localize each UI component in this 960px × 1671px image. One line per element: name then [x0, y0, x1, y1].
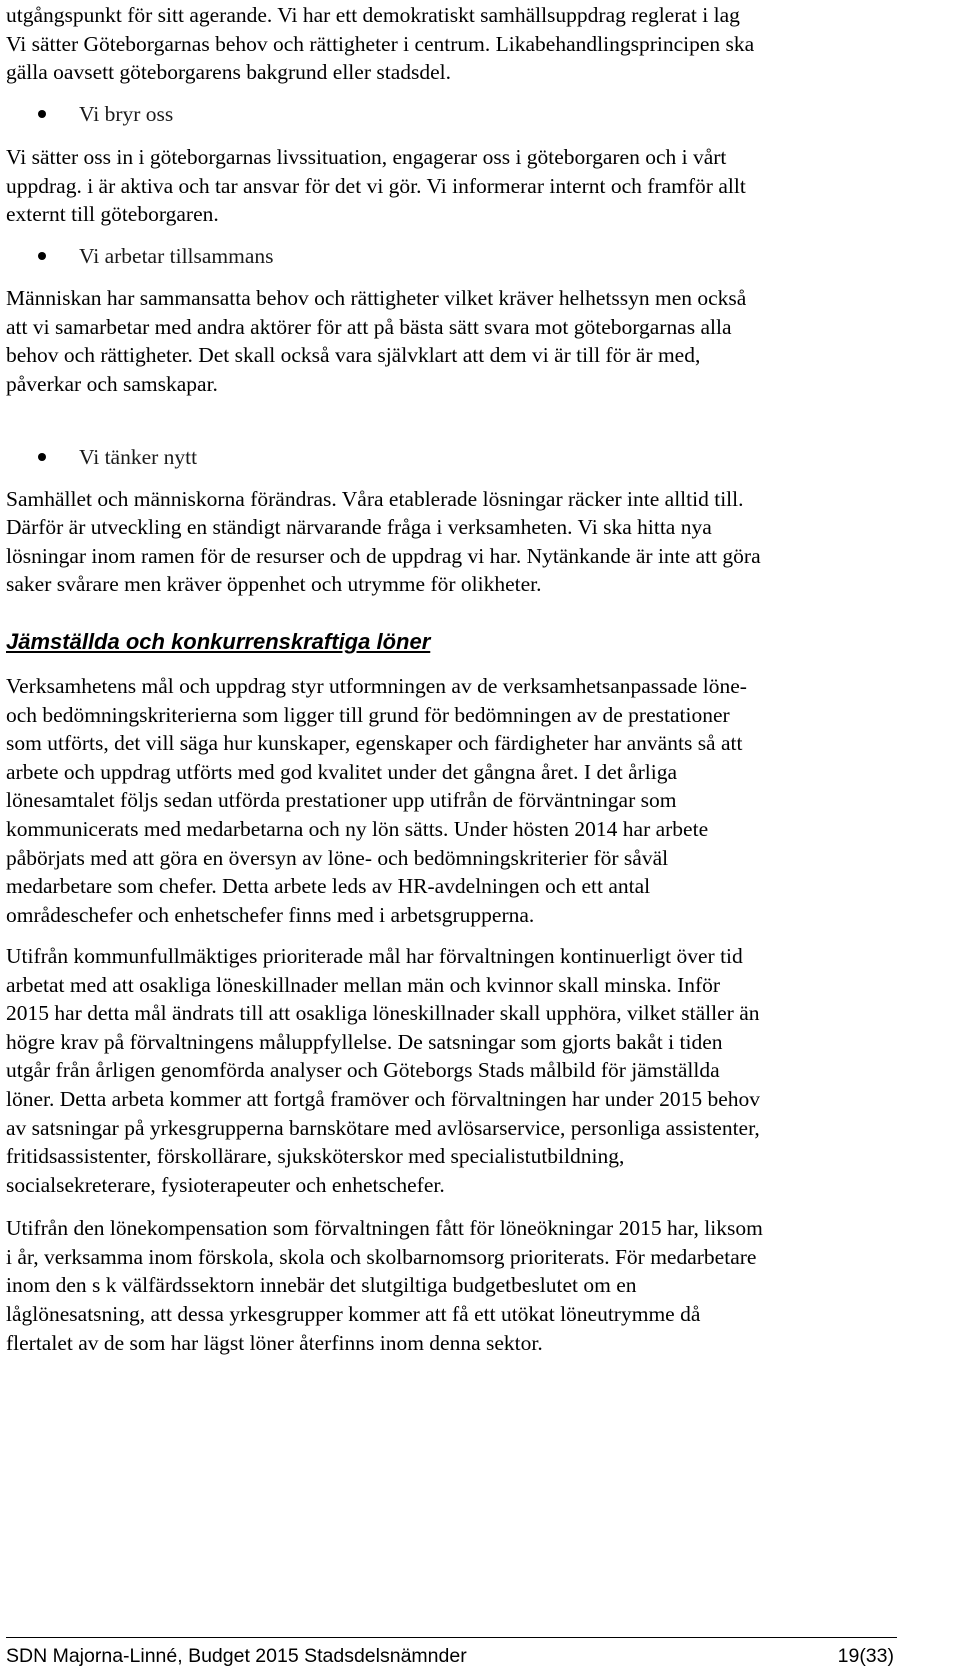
- paragraph-line: områdeschefer och enhetschefer finns med i arbetsgrupperna.: [6, 903, 535, 927]
- paragraph-line: Utifrån kommunfullmäktiges prioriterade mål har förvaltningen kontinuerligt över tid: [6, 944, 743, 968]
- section-heading: Jämställda och konkurrenskraftiga löner: [6, 629, 431, 654]
- paragraph-line: högre krav på förvaltningens måluppfyllelse. De satsningar som gjorts bakåt i tiden: [6, 1030, 723, 1054]
- paragraph-line: lönesamtalet följs sedan utförda prestationer upp utifrån de förväntningar som: [6, 788, 677, 812]
- value-text-line: att vi samarbetar med andra aktörer för att på bästa sätt svara mot göteborgarnas alla: [6, 315, 732, 339]
- paragraph-line: flertalet av de som har lägst löner återfinns inom denna sektor.: [6, 1331, 543, 1355]
- bullet-icon: [38, 453, 46, 461]
- paragraph-line: inom den s k välfärdssektorn innebär det slutgiltiga budgetbeslutet om en: [6, 1273, 637, 1297]
- bullet-icon: [38, 110, 46, 118]
- footer-document-title: SDN Majorna-Linné, Budget 2015 Stadsdelsnämnder: [6, 1645, 467, 1667]
- value-text-line: påverkar och samskapar.: [6, 372, 218, 396]
- value-text-line: externt till göteborgaren.: [6, 202, 219, 226]
- paragraph-line: Utifrån den lönekompensation som förvaltningen fått för löneökningar 2015 har, liksom: [6, 1216, 763, 1240]
- paragraph-line: i år, verksamma inom förskola, skola och skolbarnomsorg prioriterats. För medarbetare: [6, 1245, 757, 1269]
- value-heading: Vi tänker nytt: [79, 445, 198, 469]
- value-text-line: Vi sätter oss in i göteborgarnas livssituation, engagerar oss i göteborgaren och i vårt: [6, 145, 727, 169]
- footer-divider: [6, 1637, 897, 1638]
- paragraph-line: och bedömningskriterierna som ligger till grund för bedömningen av de prestationer: [6, 703, 730, 727]
- value-heading: Vi arbetar tillsammans: [79, 244, 274, 268]
- value-text-line: uppdrag. i är aktiva och tar ansvar för det vi gör. Vi informerar internt och framför allt: [6, 174, 746, 198]
- value-text-line: lösningar inom ramen för de resurser och de uppdrag vi har. Nytänkande är inte att göra: [6, 544, 761, 568]
- paragraph-line: 2015 har detta mål ändrats till att osakliga löneskillnader skall upphöra, vilket ställer än: [6, 1001, 760, 1025]
- paragraph-line: kommunicerats med medarbetarna och ny lön sätts. Under hösten 2014 har arbete: [6, 817, 709, 841]
- value-heading: Vi bryr oss: [79, 102, 174, 126]
- value-text-line: saker svårare men kräver öppenhet och utrymme för olikheter.: [6, 572, 542, 596]
- paragraph-line: Verksamhetens mål och uppdrag styr utformningen av de verksamhetsanpassade löne-: [6, 674, 747, 698]
- paragraph-line: låglönesatsning, att dessa yrkesgrupper kommer att få ett utökat löneutrymme då: [6, 1302, 701, 1326]
- paragraph-line: löner. Detta arbeta kommer att fortgå framöver och förvaltningen har under 2015 behov: [6, 1087, 761, 1111]
- paragraph-line: av satsningar på yrkesgrupperna barnskötare med avlösarservice, personliga assistenter,: [6, 1116, 760, 1140]
- paragraph-line: fritidsassistenter, förskollärare, sjuksköterskor med specialistutbildning,: [6, 1144, 625, 1168]
- paragraph-line: arbete och uppdrag utförts med god kvalitet under det gångna året. I det årliga: [6, 760, 678, 784]
- intro-line: Vi sätter Göteborgarnas behov och rättigheter i centrum. Likabehandlingsprincipen ska: [6, 32, 755, 56]
- value-text-line: Därför är utveckling en ständigt närvarande fråga i verksamheten. Vi ska hitta nya: [6, 515, 712, 539]
- bullet-icon: [38, 252, 46, 260]
- paragraph-line: medarbetare som chefer. Detta arbete leds av HR-avdelningen och ett antal: [6, 874, 651, 898]
- value-bullet-vi-tanker-nytt: [38, 443, 197, 471]
- paragraph-line: arbetat med att osakliga löneskillnader mellan män och kvinnor skall minska. Inför: [6, 973, 721, 997]
- paragraph-line: utgår från årligen genomförda analyser och Göteborgs Stads målbild för jämställda: [6, 1058, 720, 1082]
- footer-page-number: 19(33): [837, 1645, 894, 1667]
- paragraph-line: påbörjats med att göra en översyn av löne- och bedömningskriterier för såväl: [6, 846, 669, 870]
- intro-line: gälla oavsett göteborgarens bakgrund eller stadsdel.: [6, 60, 451, 84]
- intro-line: utgångspunkt för sitt agerande. Vi har ett demokratiskt samhällsuppdrag reglerat i lag: [6, 3, 740, 27]
- value-bullet-vi-arbetar-tillsammans: [38, 242, 274, 270]
- value-bullet-vi-bryr-oss: [38, 100, 173, 128]
- value-text-line: behov och rättigheter. Det skall också vara självklart att dem vi är till för är med,: [6, 343, 701, 367]
- value-text-line: Människan har sammansatta behov och rättigheter vilket kräver helhetssyn men också: [6, 286, 747, 310]
- paragraph-line: socialsekreterare, fysioterapeuter och enhetschefer.: [6, 1173, 445, 1197]
- paragraph-line: som utförts, det vill säga hur kunskaper, egenskaper och färdigheter har använts så att: [6, 731, 743, 755]
- value-text-line: Samhället och människorna förändras. Våra etablerade lösningar räcker inte alltid till.: [6, 487, 744, 511]
